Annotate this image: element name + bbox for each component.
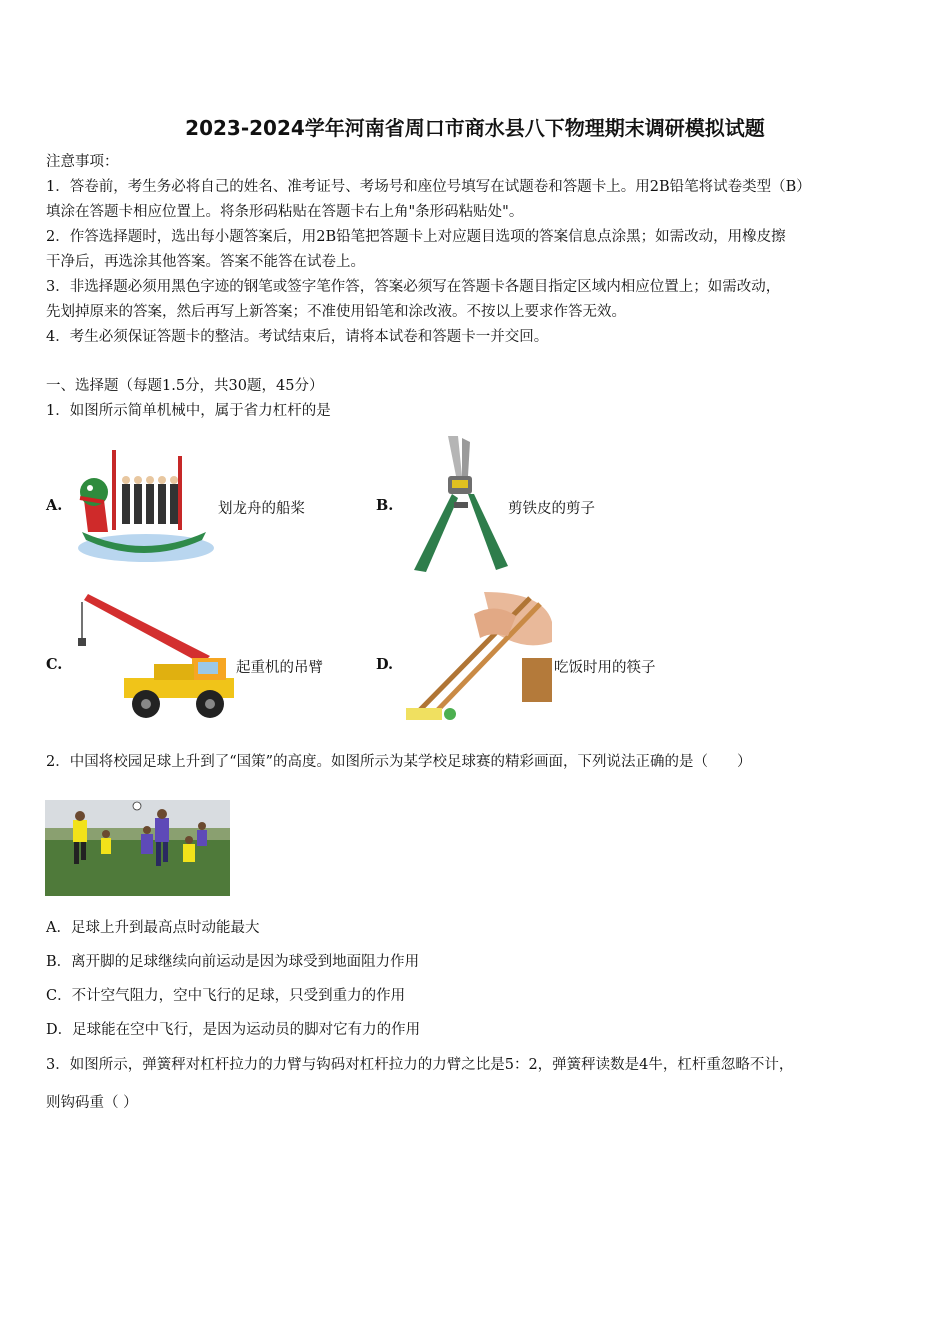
notice-line: 填涂在答题卡相应位置上。将条形码粘贴在答题卡右上角"条形码粘贴处"。 [46,204,524,220]
question-2-option-a: A．足球上升到最高点时动能最大 [46,920,260,936]
notice-heading: 注意事项： [46,154,119,170]
tin-snips-image [400,432,508,572]
option-d-label: D. [376,656,394,673]
notice-line: 3．非选择题必须用黑色字迹的钢笔或签字笔作答，答案必须写在答题卡各题目指定区域内相应位置上；如需改动， [46,279,781,295]
notice-line: 干净后，再选涂其他答案。答案不能答在试卷上。 [46,254,365,270]
option-b-label: B. [376,497,394,514]
notice-line: 4．考生必须保证答题卡的整洁。考试结束后，请将本试卷和答题卡一并交回。 [46,329,549,345]
question-2-option-d: D．足球能在空中飞行，是因为运动员的脚对它有力的作用 [46,1022,421,1038]
notice-line: 先划掉原来的答案，然后再写上新答案；不准使用铅笔和涂改液。不按以上要求作答无效。 [46,304,626,320]
question-3-stem-line-2: 则钩码重（ ） [46,1095,138,1111]
chopsticks-image [404,592,552,722]
option-b-caption: 剪铁皮的剪子 [508,501,595,517]
notice-line: 1．答卷前，考生务必将自己的姓名、准考证号、考场号和座位号填写在试题卷和答题卡上。用2B铅笔将试卷类型（B） [46,179,811,195]
question-2-stem: 2．中国将校园足球上升到了“国策”的高度。如图所示为某学校足球赛的精彩画面，下列说法正确的是（ ） [46,754,752,770]
dragon-boat-image [74,440,216,570]
football-match-image [45,800,230,896]
notice-line: 2．作答选择题时，选出每小题答案后，用2B铅笔把答题卡上对应题目选项的答案信息点涂黑；如需改动，用橡皮擦 [46,229,786,245]
option-a-caption: 划龙舟的船桨 [218,501,305,517]
crane-image [74,592,238,722]
option-c-label: C. [46,656,63,673]
question-1-stem: 1．如图所示简单机械中，属于省力杠杆的是 [46,403,331,419]
page-title: 2023-2024学年河南省周口市商水县八下物理期末调研模拟试题 [185,116,765,140]
question-2-option-c: C．不计空气阻力，空中飞行的足球，只受到重力的作用 [46,988,406,1004]
option-d-caption: 吃饭时用的筷子 [554,660,656,676]
section-heading: 一、选择题（每题1.5分，共30题，45分） [46,378,324,394]
question-2-option-b: B．离开脚的足球继续向前运动是因为球受到地面阻力作用 [46,954,420,970]
option-c-caption: 起重机的吊臂 [236,660,323,676]
option-a-label: A. [46,497,63,514]
question-3-stem-line-1: 3．如图所示，弹簧秤对杠杆拉力的力臂与钩码对杠杆拉力的力臂之比是5：2，弹簧秤读数是4牛，杠杆重忽略不计， [46,1057,794,1073]
